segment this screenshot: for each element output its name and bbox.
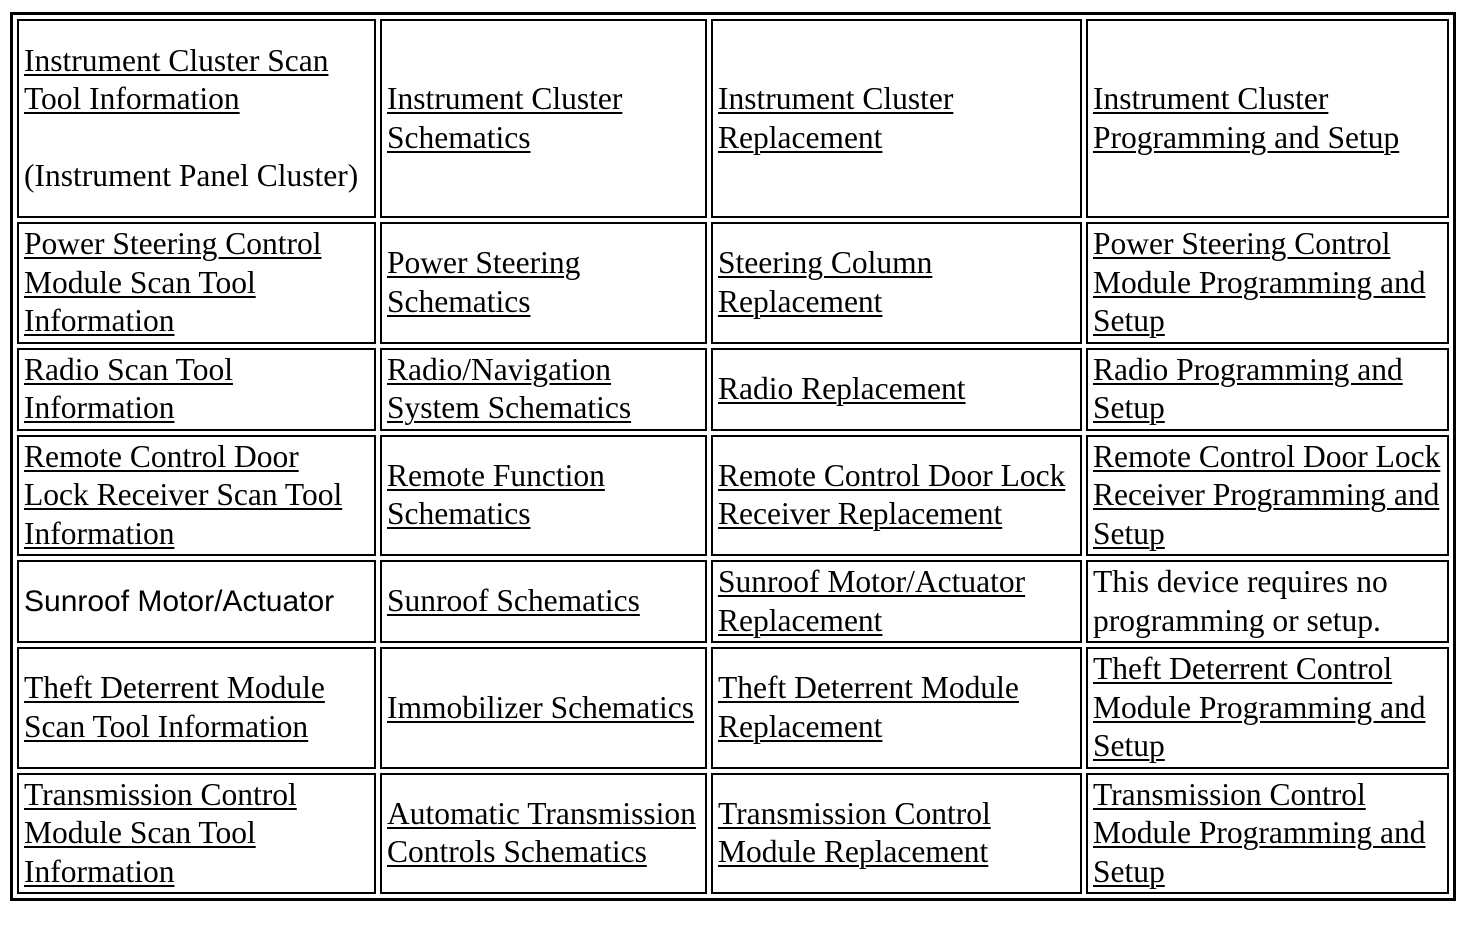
schematics-link[interactable]: Automatic Transmission Controls Schematics <box>387 795 696 870</box>
table-cell <box>17 222 376 344</box>
scan-tool-link[interactable]: Radio Scan Tool Information <box>24 351 233 425</box>
table-cell <box>380 560 707 643</box>
table-row <box>17 773 1449 895</box>
table-cell <box>17 19 376 218</box>
replacement-link[interactable]: Radio Replacement <box>718 370 966 406</box>
table-row <box>17 348 1449 431</box>
table-cell <box>711 19 1082 218</box>
table-cell <box>711 348 1082 431</box>
table-cell <box>1086 348 1449 431</box>
scan-tool-text: Sunroof Motor/Actuator <box>24 584 335 618</box>
schematics-link[interactable]: Radio/Navigation System Schematics <box>387 351 632 425</box>
table-row <box>17 647 1449 769</box>
schematics-link[interactable]: Instrument Cluster Schematics <box>387 81 623 155</box>
table-cell <box>380 19 707 218</box>
scan-tool-link[interactable]: Remote Control Door Lock Receiver Scan Tool Information <box>24 438 343 551</box>
replacement-link[interactable]: Remote Control Door Lock Receiver Replacement <box>718 457 1066 532</box>
replacement-link[interactable]: Instrument Cluster Replacement <box>718 81 954 155</box>
scan-tool-link[interactable]: Instrument Cluster Scan Tool Information <box>24 42 329 117</box>
table-cell <box>380 222 707 344</box>
table-cell <box>1086 773 1449 895</box>
module-reference-table <box>10 12 1456 901</box>
schematics-link[interactable]: Immobilizer Schematics <box>387 689 695 725</box>
scan-tool-link[interactable]: Theft Deterrent Module Scan Tool Information <box>24 670 325 744</box>
table-cell <box>17 560 376 643</box>
scan-tool-link[interactable]: Transmission Control Module Scan Tool Information <box>24 776 297 889</box>
programming-link[interactable]: Instrument Cluster Programming and Setup <box>1093 81 1400 155</box>
table-cell <box>17 773 376 895</box>
table-cell <box>1086 647 1449 769</box>
programming-note: This device requires no programming or setup. <box>1093 564 1388 638</box>
table-cell <box>17 647 376 769</box>
table-cell <box>711 222 1082 344</box>
table-cell <box>1086 19 1449 218</box>
table-cell <box>17 435 376 557</box>
schematics-link[interactable]: Power Steering Schematics <box>387 245 581 319</box>
schematics-link[interactable]: Sunroof Schematics <box>387 583 640 619</box>
schematics-link[interactable]: Remote Function Schematics <box>387 457 605 532</box>
table-cell <box>1086 560 1449 643</box>
table-cell <box>711 773 1082 895</box>
programming-link[interactable]: Theft Deterrent Control Module Programming and Setup <box>1093 651 1426 763</box>
scan-tool-link[interactable]: Power Steering Control Module Scan Tool Information <box>24 226 322 338</box>
replacement-link[interactable]: Transmission Control Module Replacement <box>718 795 991 870</box>
scan-tool-note: (Instrument Panel Cluster) <box>24 157 359 193</box>
table-cell <box>1086 435 1449 557</box>
table-row <box>17 19 1449 218</box>
table-cell <box>711 560 1082 643</box>
table-cell <box>1086 222 1449 344</box>
table-cell <box>17 348 376 431</box>
table-cell <box>711 647 1082 769</box>
table-row <box>17 435 1449 557</box>
table-row <box>17 560 1449 643</box>
table-cell <box>380 435 707 557</box>
table-cell <box>380 348 707 431</box>
replacement-link[interactable]: Sunroof Motor/Actuator Replacement <box>718 564 1026 638</box>
programming-link[interactable]: Power Steering Control Module Programming and Setup <box>1093 226 1426 338</box>
programming-link[interactable]: Transmission Control Module Programming and Setup <box>1093 776 1426 889</box>
table-cell <box>711 435 1082 557</box>
table-cell <box>380 647 707 769</box>
programming-link[interactable]: Remote Control Door Lock Receiver Programming and Setup <box>1093 438 1441 551</box>
table-row <box>17 222 1449 344</box>
programming-link[interactable]: Radio Programming and Setup <box>1093 351 1403 425</box>
replacement-link[interactable]: Steering Column Replacement <box>718 245 933 319</box>
table-cell <box>380 773 707 895</box>
replacement-link[interactable]: Theft Deterrent Module Replacement <box>718 670 1019 744</box>
